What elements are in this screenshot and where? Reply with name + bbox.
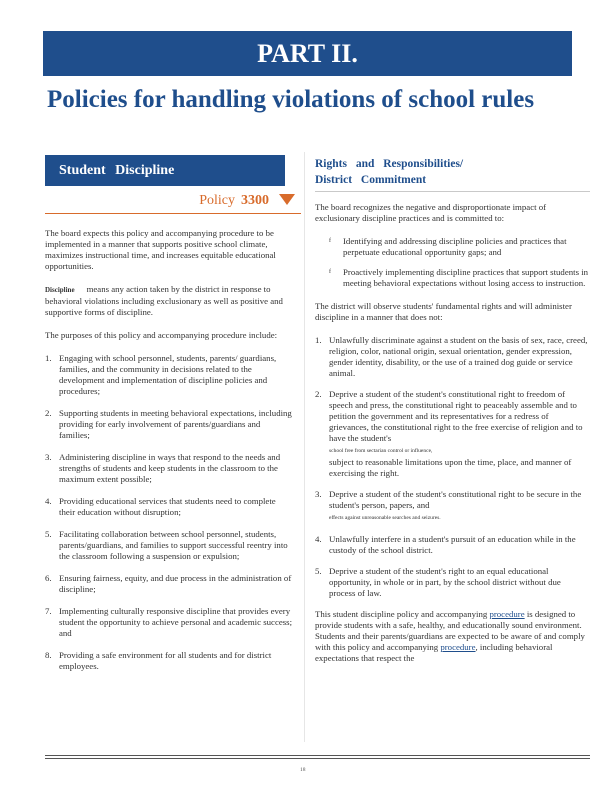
policy-label: Policy (199, 193, 235, 208)
procedure-link[interactable]: procedure (440, 642, 476, 652)
discipline-term: Discipline (45, 286, 75, 294)
rights-list (315, 335, 589, 599)
list-item: 2. Deprive a student of the student's constitutional right to freedom of speech and press, the constitutional right to peaceably assemble and to petition the government and its representatives for a redress of grievances, the constitutional right to the free exercise of religion and to have the student's school free from sectarian control or influence, subject to reasonable limitations upon the time, place, and manner of exercising the right. (315, 389, 583, 478)
page-title: Policies for handling violations of school rules (47, 86, 535, 113)
list-item: f Identifying and addressing discipline policies and practices that perpetuate educational opportunity gaps; and (329, 236, 567, 257)
bullet-icon: f (329, 238, 331, 244)
footer-rule (45, 758, 590, 759)
list-item: 5. Facilitating collaboration between school personnel, students, parents/guardians, and families to support successful reentry into the classroom following a suspension or expulsion; (45, 529, 288, 561)
discipline-definition (45, 284, 293, 318)
purposes-list (45, 353, 293, 672)
list-item: 3. Deprive a student of the student's constitutional right to be secure in the student's person, papers, and effects against unreasonable searches and seizures. (315, 489, 582, 521)
list-item: 4. Unlawfully interfere in a student's pursuit of an education while in the custody of the school district. (315, 534, 576, 555)
section-heading-student-discipline: Student Discipline (45, 155, 285, 186)
policy-tag (199, 193, 295, 209)
commitment-list (315, 236, 589, 289)
list-item: 4. Providing educational services that students need to complete their education without disruption; (45, 496, 276, 517)
list-item: 8. Providing a safe environment for all students and for district employees. (45, 650, 272, 671)
heading-rule (315, 191, 590, 192)
list-item: 3. Administering discipline in ways that respond to the needs and strengths of students and keep students in the classroom to the maximum extent possible; (45, 452, 281, 484)
left-column (45, 228, 293, 683)
policy-number: 3300 (241, 193, 269, 208)
column-divider (304, 152, 305, 742)
list-item: f Proactively implementing discipline practices that support students in meeting behavioral expectations without losing access to instruction. (329, 267, 589, 288)
purposes-intro: The purposes of this policy and accompanying procedure include: (45, 330, 278, 340)
list-item: 1. Engaging with school personnel, students, parents/ guardians, families, and the community in decisions related to the development and implementation of discipline policies and procedures; (45, 353, 277, 396)
part-banner: PART II. (43, 31, 572, 76)
triangle-down-icon (279, 194, 295, 205)
rights-heading: Rights and Responsibilities/ District Commitment (315, 158, 464, 186)
list-item: 2. Supporting students in meeting behavioral expectations, including providing for early involvement of parents/guardians and families; (45, 408, 292, 440)
list-item: 6. Ensuring fairness, equity, and due process in the administration of discipline; (45, 573, 292, 594)
rights-paragraph: The district will observe students' fundamental rights and will administer discipline in a manner that does not: (315, 301, 572, 322)
procedure-link[interactable]: procedure (489, 609, 525, 619)
list-item: 7. Implementing culturally responsive discipline that provides every student the opportunity to achieve personal and academic success; and (45, 606, 293, 638)
closing-paragraph: This student discipline policy and accompanying procedure is designed to provide students with a safe, healthy, and educationally sound environment. Students and their parents/guardians are expected to be aware of and comply with this policy and accompanying procedure, including behavioral expectations that respect the (315, 609, 585, 663)
discipline-text: means any action taken by the district in response to behavioral violations including exclusionary as well as positive and supportive forms of discipline. (45, 284, 283, 317)
intro-paragraph: The board expects this policy and accompanying procedure to be implemented in a manner that supports positive school climate, maximizes instructional time, and increases equitable educational opportunities. (45, 228, 276, 271)
page-number: 18 (300, 767, 306, 773)
commitment-paragraph: The board recognizes the negative and disproportionate impact of exclusionary discipline practices and is committed to: (315, 202, 547, 223)
list-item: 5. Deprive a student of the student's right to an equal educational opportunity, in whole or in part, by the school district without due process of law. (315, 566, 561, 598)
list-item: 1. Unlawfully discriminate against a student on the basis of sex, race, creed, religion, color, national origin, sexual orientation, gender expression, gender identity, disability, or the use of a trained dog guide or service animal. (315, 335, 588, 378)
bullet-icon: f (329, 269, 331, 275)
right-column (315, 202, 589, 676)
footer-rule (45, 755, 590, 756)
policy-rule (45, 190, 301, 214)
